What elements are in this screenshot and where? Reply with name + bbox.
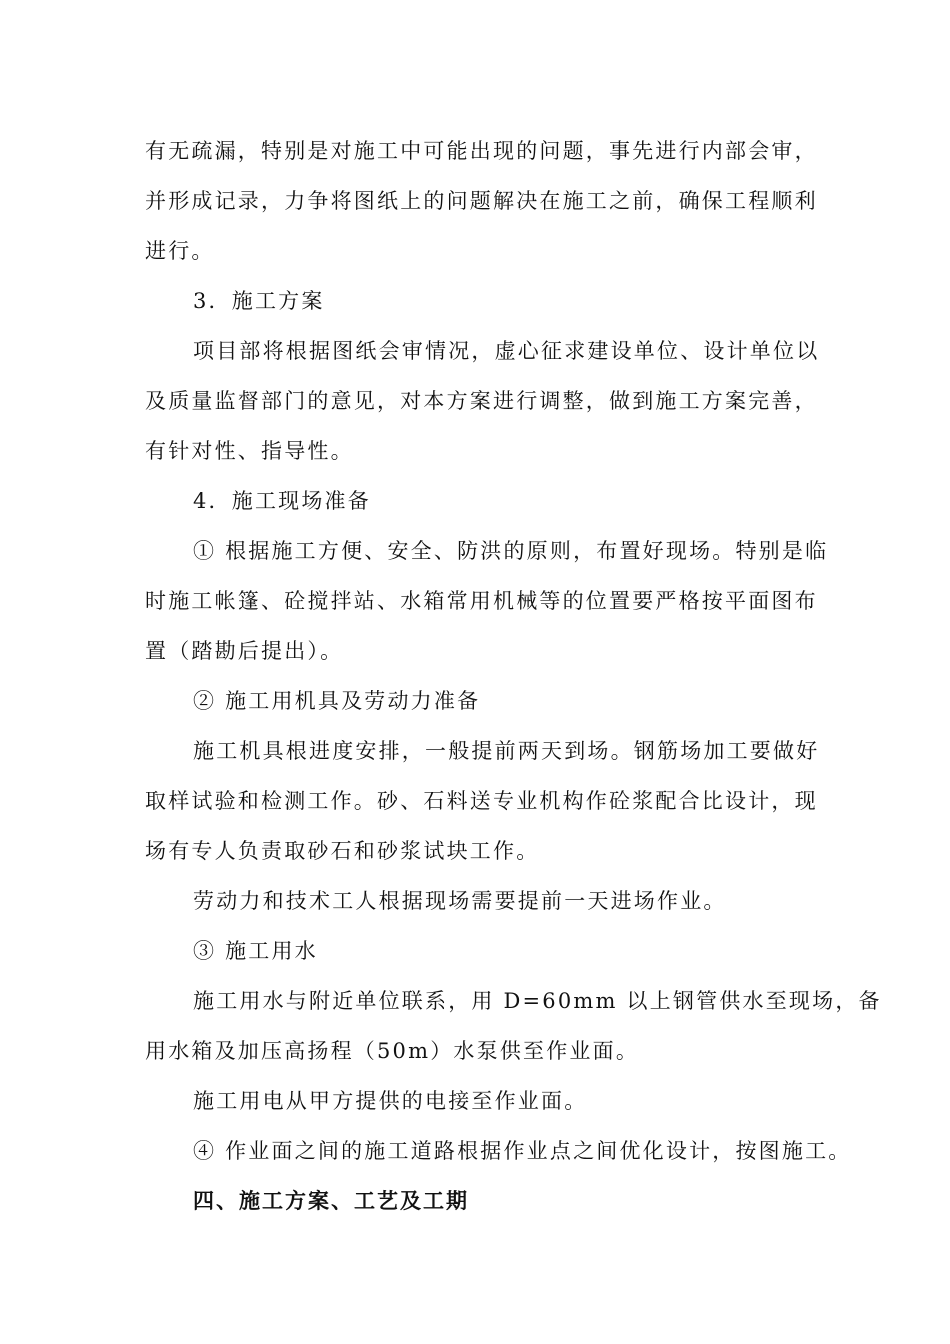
body-line: 进行。 (145, 239, 215, 263)
subheading-line: ③ 施工用水 (193, 939, 318, 963)
body-line: 时施工帐篷、砼搅拌站、水箱常用机械等的位置要严格按平面图布 (145, 589, 818, 613)
body-line: 项目部将根据图纸会审情况，虚心征求建设单位、设计单位以 (193, 339, 820, 363)
body-line: 施工机具根进度安排，一般提前两天到场。钢筋场加工要做好 (193, 739, 820, 763)
subheading-line: 3．施工方案 (193, 289, 325, 313)
body-line: 用水箱及加压高扬程（50m）水泵供至作业面。 (145, 1039, 640, 1063)
section-heading: 四、施工方案、工艺及工期 (193, 1189, 469, 1213)
body-line: 及质量监督部门的意见，对本方案进行调整，做到施工方案完善， (145, 389, 818, 413)
body-line: ④ 作业面之间的施工道路根据作业点之间优化设计，按图施工。 (193, 1139, 852, 1163)
body-line: ① 根据施工方便、安全、防洪的原则，布置好现场。特别是临 (193, 539, 829, 563)
body-line: 劳动力和技术工人根据现场需要提前一天进场作业。 (193, 889, 727, 913)
subheading-line: ② 施工用机具及劳动力准备 (193, 689, 481, 713)
body-line: 场有专人负责取砂石和砂浆试块工作。 (145, 839, 540, 863)
body-line: 置（踏勘后提出）。 (145, 639, 344, 663)
body-line: 施工用电从甲方提供的电接至作业面。 (193, 1089, 588, 1113)
subheading-line: 4．施工现场准备 (193, 489, 371, 513)
body-line: 并形成记录，力争将图纸上的问题解决在施工之前，确保工程顺利 (145, 189, 818, 213)
body-line: 取样试验和检测工作。砂、石料送专业机构作砼浆配合比设计，现 (145, 789, 818, 813)
body-line: 施工用水与附近单位联系，用 D=60mm 以上钢管供水至现场，备 (193, 989, 882, 1013)
body-line: 有无疏漏，特别是对施工中可能出现的问题，事先进行内部会审， (145, 139, 818, 163)
body-line: 有针对性、指导性。 (145, 439, 354, 463)
